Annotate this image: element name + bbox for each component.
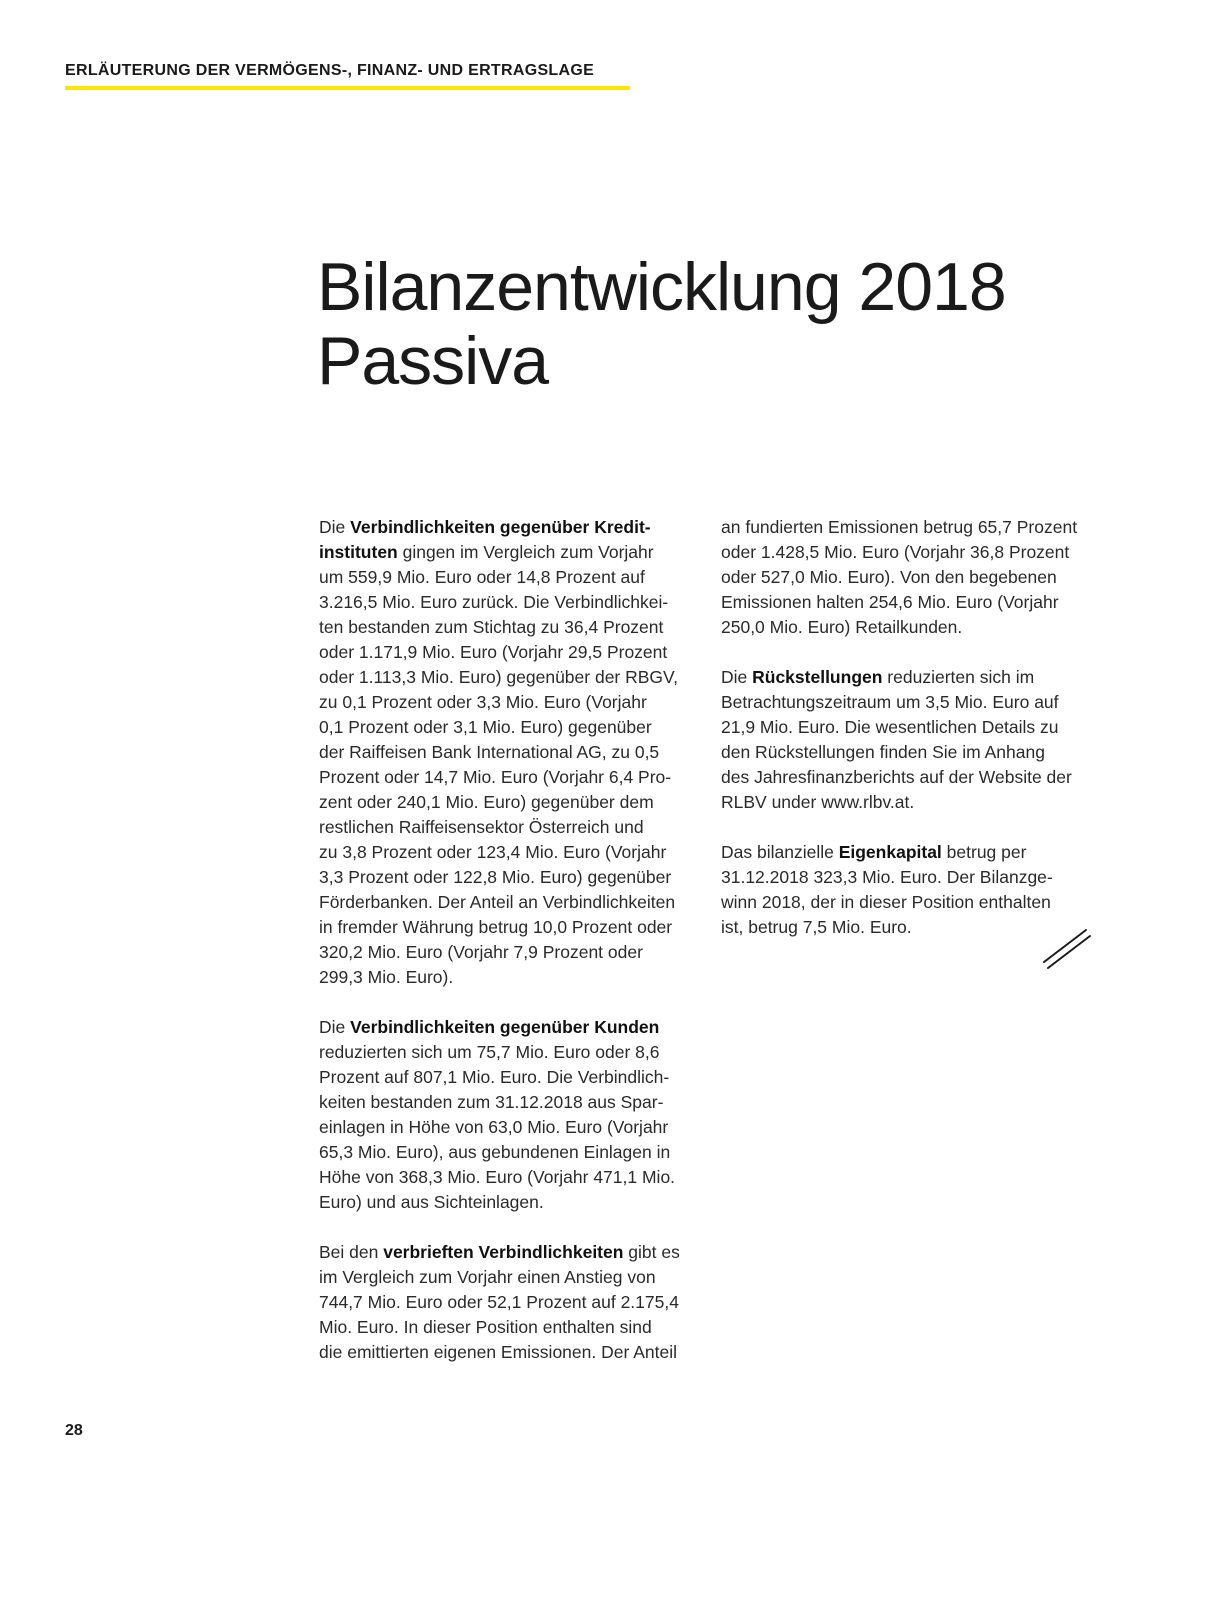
text-line: Betrachtungszeitraum um 3,5 Mio. Euro auf bbox=[721, 692, 1059, 712]
text-line: oder 1.171,9 Mio. Euro (Vorjahr 29,5 Prozent bbox=[319, 642, 668, 662]
text-line: in fremder Währung betrug 10,0 Prozent oder bbox=[319, 917, 673, 937]
paragraph-covered-bonds bbox=[721, 515, 1099, 640]
text-line: 21,9 Mio. Euro. Die wesentlichen Details zu bbox=[721, 717, 1059, 737]
text-line: die emittierten eigenen Emissionen. Der Anteil bbox=[319, 1342, 677, 1362]
text-line: Das bilanzielle Eigenkapital betrug per bbox=[721, 842, 1027, 862]
text-line: Emissionen halten 254,6 Mio. Euro (Vorjahr bbox=[721, 592, 1059, 612]
page-number: 28 bbox=[65, 1422, 83, 1439]
right-text-column bbox=[721, 515, 1099, 965]
text-line: zu 0,1 Prozent oder 3,3 Mio. Euro (Vorjahr bbox=[319, 692, 647, 712]
text-line: reduzierten sich um 75,7 Mio. Euro oder 8,6 bbox=[319, 1042, 660, 1062]
text-line: 65,3 Mio. Euro), aus gebundenen Einlagen in bbox=[319, 1142, 671, 1162]
left-text-column bbox=[319, 515, 697, 1390]
text-line: der Raiffeisen Bank International AG, zu 0,5 bbox=[319, 742, 660, 762]
text-line: restlichen Raiffeisensektor Österreich und bbox=[319, 817, 644, 837]
text-line: 3,3 Prozent oder 122,8 Mio. Euro) gegenüber bbox=[319, 867, 672, 887]
text-line: oder 1.113,3 Mio. Euro) gegenüber der RBGV, bbox=[319, 667, 678, 687]
bold-term: instituten bbox=[319, 542, 398, 562]
text-line: ist, betrug 7,5 Mio. Euro. bbox=[721, 917, 912, 937]
text-line: Prozent auf 807,1 Mio. Euro. Die Verbindlich- bbox=[319, 1067, 670, 1087]
paragraph-liabilities-customers bbox=[319, 1015, 697, 1215]
text-line: Förderbanken. Der Anteil an Verbindlichkeiten bbox=[319, 892, 676, 912]
bold-term: verbrieften Verbindlichkeiten bbox=[383, 1242, 624, 1262]
text-line: einlagen in Höhe von 63,0 Mio. Euro (Vorjahr bbox=[319, 1117, 669, 1137]
page-title-line-2: Passiva bbox=[317, 323, 549, 399]
paragraph-equity bbox=[721, 840, 1099, 940]
text-line: ten bestanden zum Stichtag zu 36,4 Prozent bbox=[319, 617, 664, 637]
text-line: zent oder 240,1 Mio. Euro) gegenüber dem bbox=[319, 792, 654, 812]
text-line: 299,3 Mio. Euro). bbox=[319, 967, 454, 987]
text-line: RLBV under www.rlbv.at. bbox=[721, 792, 915, 812]
text-line: Höhe von 368,3 Mio. Euro (Vorjahr 471,1 Mio. bbox=[319, 1167, 676, 1187]
bold-term: Verbindlichkeiten gegenüber Kredit- bbox=[350, 517, 651, 537]
text-line: 320,2 Mio. Euro (Vorjahr 7,9 Prozent oder bbox=[319, 942, 643, 962]
paragraph-securitised-liabilities bbox=[319, 1240, 697, 1365]
text-line: oder 527,0 Mio. Euro). Von den begebenen bbox=[721, 567, 1057, 587]
text-line: 0,1 Prozent oder 3,1 Mio. Euro) gegenüber bbox=[319, 717, 652, 737]
section-header-underline bbox=[65, 86, 630, 90]
text-line: um 559,9 Mio. Euro oder 14,8 Prozent auf bbox=[319, 567, 645, 587]
text-line: 31.12.2018 323,3 Mio. Euro. Der Bilanzge- bbox=[721, 867, 1053, 887]
text-line: zu 3,8 Prozent oder 123,4 Mio. Euro (Vorjahr bbox=[319, 842, 667, 862]
text-line: oder 1.428,5 Mio. Euro (Vorjahr 36,8 Prozent bbox=[721, 542, 1070, 562]
text-line: keiten bestanden zum 31.12.2018 aus Spar- bbox=[319, 1092, 664, 1112]
section-label: ERLÄUTERUNG DER VERMÖGENS-, FINANZ- UND ERTRAGSLAGE bbox=[65, 62, 595, 79]
section-header bbox=[65, 62, 630, 90]
bold-term: Eigenkapital bbox=[838, 842, 942, 862]
text-line: Euro) und aus Sichteinlagen. bbox=[319, 1192, 544, 1212]
page-title bbox=[317, 250, 1006, 398]
bold-term: Rückstellungen bbox=[752, 667, 883, 687]
bold-term: Verbindlichkeiten gegenüber Kunden bbox=[350, 1017, 660, 1037]
text-line: 250,0 Mio. Euro) Retailkunden. bbox=[721, 617, 963, 637]
paragraph-liabilities-credit-institutions bbox=[319, 515, 697, 990]
paragraph-provisions bbox=[721, 665, 1099, 815]
end-of-article-icon bbox=[1040, 926, 1092, 970]
text-line: 3.216,5 Mio. Euro zurück. Die Verbindlichkei- bbox=[319, 592, 669, 612]
text-line: Die Verbindlichkeiten gegenüber Kredit- bbox=[319, 517, 651, 537]
text-line: instituten gingen im Vergleich zum Vorjahr bbox=[319, 542, 654, 562]
text-line: den Rückstellungen finden Sie im Anhang bbox=[721, 742, 1045, 762]
text-line: Die Verbindlichkeiten gegenüber Kunden bbox=[319, 1017, 660, 1037]
text-line: Prozent oder 14,7 Mio. Euro (Vorjahr 6,4 Pro- bbox=[319, 767, 672, 787]
text-line: Mio. Euro. In dieser Position enthalten sind bbox=[319, 1317, 652, 1337]
text-line: Bei den verbrieften Verbindlichkeiten gibt es bbox=[319, 1242, 680, 1262]
text-line: des Jahresfinanzberichts auf der Website der bbox=[721, 767, 1072, 787]
text-line: winn 2018, der in dieser Position enthalten bbox=[721, 892, 1051, 912]
text-line: an fundierten Emissionen betrug 65,7 Prozent bbox=[721, 517, 1078, 537]
text-line: im Vergleich zum Vorjahr einen Anstieg von bbox=[319, 1267, 656, 1287]
page-title-line-1: Bilanzentwicklung 2018 bbox=[317, 249, 1006, 325]
text-line: Die Rückstellungen reduzierten sich im bbox=[721, 667, 1035, 687]
text-line: 744,7 Mio. Euro oder 52,1 Prozent auf 2.175,4 bbox=[319, 1292, 679, 1312]
